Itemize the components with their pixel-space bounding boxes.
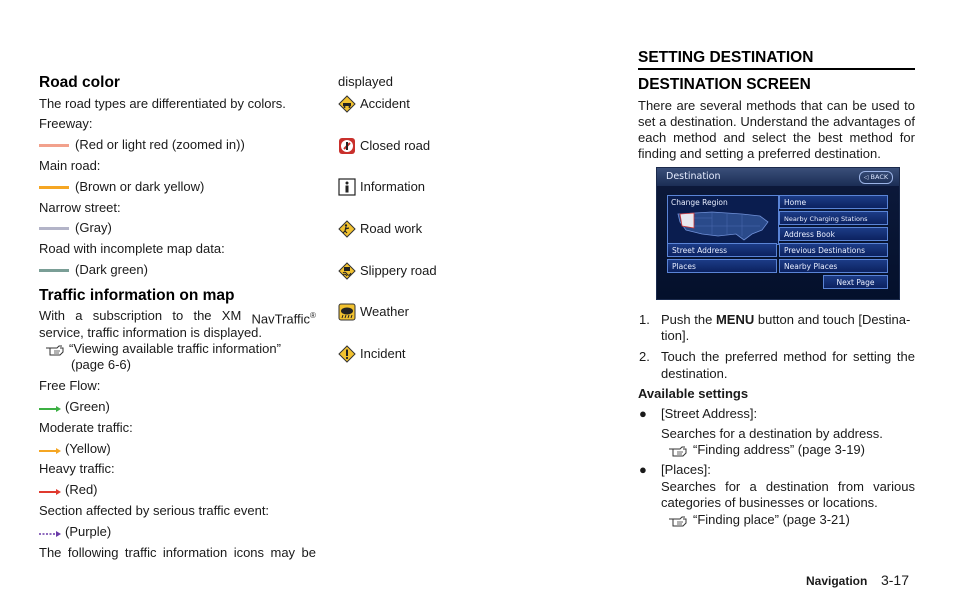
closed-road-icon: [338, 137, 356, 155]
available-settings-heading: Available settings: [638, 386, 749, 401]
places-button[interactable]: Places: [667, 259, 777, 273]
accident-label: Accident: [360, 96, 410, 111]
street-address-button[interactable]: Street Address: [667, 243, 777, 257]
heavy-traffic-desc: (Red): [65, 482, 98, 497]
word: information: [162, 545, 228, 560]
word: the: [896, 349, 915, 364]
main-road-swatch: [39, 186, 69, 189]
narrow-street-row: [39, 220, 112, 236]
street-address-ref-text[interactable]: “Finding address” (page 3-19): [693, 442, 865, 457]
places-setting: [Places]:: [661, 462, 711, 477]
word: each: [638, 130, 667, 145]
word: for: [899, 130, 915, 145]
word: setting: [852, 349, 892, 364]
word: The: [39, 545, 62, 560]
road-color-intro: The road types are differentiated by colors.: [39, 96, 286, 111]
free-flow-label: Free Flow:: [39, 378, 101, 393]
back-button[interactable]: [859, 171, 893, 184]
page-number: 3-17: [880, 572, 909, 588]
bullet-icon: ●: [639, 462, 647, 477]
weather-row: [338, 303, 409, 321]
moderate-traffic-label: Moderate traffic:: [39, 420, 133, 435]
traffic-ref-page[interactable]: (page 6-6): [71, 357, 131, 372]
slippery-road-label: Slippery road: [360, 263, 437, 278]
free-flow-row: [39, 399, 110, 415]
word: set: [638, 114, 656, 129]
word: select: [752, 130, 787, 145]
previous-destinations-button[interactable]: Previous Destinations: [779, 243, 888, 257]
information-icon: [338, 178, 356, 196]
narrow-street-label: Narrow street:: [39, 200, 121, 215]
traffic-ref-line1[interactable]: [45, 341, 281, 357]
word: With: [39, 308, 65, 323]
screen-title: Destination: [666, 171, 721, 182]
word: be: [852, 98, 867, 113]
incident-label: Incident: [360, 346, 406, 361]
moderate-traffic-desc: (Yellow): [65, 441, 111, 456]
incomplete-map-label: Road with incomplete map data:: [39, 241, 225, 256]
word: advantages: [833, 114, 901, 129]
serious-event-label: Section affected by serious traffic event:: [39, 503, 270, 518]
word: of: [904, 114, 915, 129]
pointing-hand-icon: [667, 444, 693, 458]
word: best: [817, 130, 843, 145]
word: the: [701, 349, 720, 364]
address-book-button[interactable]: Address Book: [779, 227, 888, 241]
road-color-heading: Road color: [39, 74, 120, 91]
main-road-label: Main road:: [39, 158, 101, 173]
navtraffic-text: NavTraffic: [251, 311, 311, 327]
street-address-desc: Searches for a destination by address.: [661, 426, 883, 441]
word: that: [800, 98, 823, 113]
word: method: [673, 130, 717, 145]
word: XM: [221, 308, 242, 323]
yellow-arrow-icon: [39, 446, 61, 454]
word: Touch: [661, 349, 696, 364]
red-arrow-icon: [39, 487, 61, 495]
section-title: SETTING DESTINATION: [638, 49, 814, 66]
step-2-cont: destination.: [661, 366, 728, 381]
word: method: [849, 130, 893, 145]
heavy-traffic-row: [39, 482, 98, 498]
incomplete-map-desc: (Dark green): [75, 262, 148, 277]
narrow-street-desc: (Gray): [75, 220, 112, 235]
step-2-num: 2.: [639, 349, 650, 364]
road-work-label: Road work: [360, 221, 423, 236]
word: a: [749, 479, 757, 494]
footer-section: Navigation: [806, 574, 868, 588]
narrow-street-swatch: [39, 227, 69, 230]
word: icons: [233, 545, 265, 560]
street-address-setting: [Street Address]:: [661, 406, 758, 421]
freeway-label: Freeway:: [39, 116, 93, 131]
menu-keyword: MENU: [715, 312, 755, 327]
word: method: [783, 349, 827, 364]
word: various: [873, 479, 915, 494]
sub-title: DESTINATION SCREEN: [638, 76, 811, 93]
freeway-swatch: [39, 144, 69, 147]
word: subscription: [92, 308, 163, 323]
weather-label: Weather: [360, 304, 409, 319]
intro-line-2: [638, 114, 915, 130]
serious-event-desc: (Purple): [65, 524, 112, 539]
incident-icon: [338, 345, 356, 363]
section-rule: [638, 68, 915, 70]
heavy-traffic-label: Heavy traffic:: [39, 461, 115, 476]
road-work-icon: [338, 220, 356, 238]
information-row: [338, 178, 425, 196]
serious-event-row: [39, 524, 111, 540]
nearby-charging-button[interactable]: Nearby Charging Stations: [779, 211, 888, 225]
screen-titlebar: [657, 168, 899, 186]
word: can: [826, 98, 848, 113]
green-arrow-icon: [39, 404, 61, 412]
word: destination: [765, 479, 829, 494]
registered-mark: ®: [310, 311, 316, 320]
step-1-cont: tion].: [661, 328, 690, 343]
word: the: [792, 130, 812, 145]
word: destination.: [670, 114, 737, 129]
road-work-row: [338, 220, 422, 238]
change-region-button[interactable]: [667, 195, 779, 245]
bullet-icon: ●: [639, 406, 647, 421]
step-1-num: 1.: [639, 312, 650, 327]
free-flow-desc: (Green): [65, 399, 110, 414]
step-1-pre: Push the: [661, 312, 713, 327]
purple-dashed-arrow-icon: [39, 529, 61, 537]
step-2-line1: [661, 349, 915, 365]
closing-line: [39, 545, 316, 561]
word: be: [301, 545, 316, 560]
places-desc-line1: [661, 479, 915, 495]
us-map-icon: [672, 208, 772, 242]
main-road-row: [39, 179, 204, 195]
word: several: [699, 98, 742, 113]
incomplete-map-swatch: [39, 269, 69, 272]
word: to: [904, 98, 915, 113]
word: may: [270, 545, 296, 560]
change-region-label: Change Region: [671, 198, 728, 207]
word: Understand: [740, 114, 808, 129]
word: to: [172, 308, 184, 323]
pointing-hand-icon: [45, 343, 69, 357]
nearby-places-button[interactable]: Nearby Places: [779, 259, 888, 273]
slippery-road-row: [338, 262, 437, 280]
places-desc-line2: categories of businesses or locations.: [661, 495, 878, 510]
next-page-button[interactable]: Next Page: [823, 275, 888, 289]
word: a: [659, 114, 667, 129]
intro-line-4: finding and setting a preferred destination.: [638, 146, 881, 161]
accident-icon: [338, 95, 356, 113]
displayed-continuation: displayed: [338, 74, 393, 89]
footer: [806, 572, 909, 589]
incident-row: [338, 345, 406, 363]
step-1-line1: [661, 312, 910, 328]
word: There: [638, 98, 672, 113]
word: following: [67, 545, 119, 560]
word: traffic: [124, 545, 157, 560]
step-1-post: button and touch [Destina-: [757, 312, 911, 327]
word: preferred: [724, 349, 778, 364]
word: are: [676, 98, 696, 113]
home-button[interactable]: Home: [779, 195, 888, 209]
traffic-info-heading: Traffic information on map: [39, 287, 235, 304]
information-label: Information: [360, 179, 426, 194]
word: the: [193, 308, 212, 323]
freeway-row: [39, 137, 245, 153]
closed-road-label: Closed road: [360, 138, 431, 153]
pointing-hand-icon: [667, 514, 693, 528]
weather-icon: [338, 303, 356, 321]
street-address-ref[interactable]: [667, 442, 865, 458]
traffic-info-line2: service, traffic information is displayed.: [39, 325, 263, 340]
word: Searches: [661, 479, 716, 494]
intro-line-3: [638, 130, 915, 146]
word: for: [725, 479, 741, 494]
word: from: [837, 479, 864, 494]
main-road-desc: (Brown or dark yellow): [75, 179, 205, 194]
traffic-ref-text[interactable]: “Viewing available traffic information”: [69, 341, 281, 356]
destination-screen: [656, 167, 900, 300]
slippery-road-icon: [338, 262, 356, 280]
closed-road-row: [338, 137, 430, 155]
word: methods: [746, 98, 797, 113]
word: for: [832, 349, 848, 364]
word: the: [811, 114, 830, 129]
incomplete-map-row: [39, 262, 148, 278]
word: a: [75, 308, 83, 323]
back-label: BACK: [870, 173, 889, 181]
word: used: [871, 98, 900, 113]
freeway-desc: (Red or light red (zoomed in)): [75, 137, 245, 152]
places-ref-text[interactable]: “Finding place” (page 3-21): [693, 512, 850, 527]
back-arrow-icon: ◁: [863, 174, 869, 181]
word: and: [723, 130, 746, 145]
places-ref[interactable]: [667, 512, 850, 528]
intro-line-1: [638, 98, 915, 114]
accident-row: [338, 95, 410, 113]
moderate-traffic-row: [39, 441, 111, 457]
